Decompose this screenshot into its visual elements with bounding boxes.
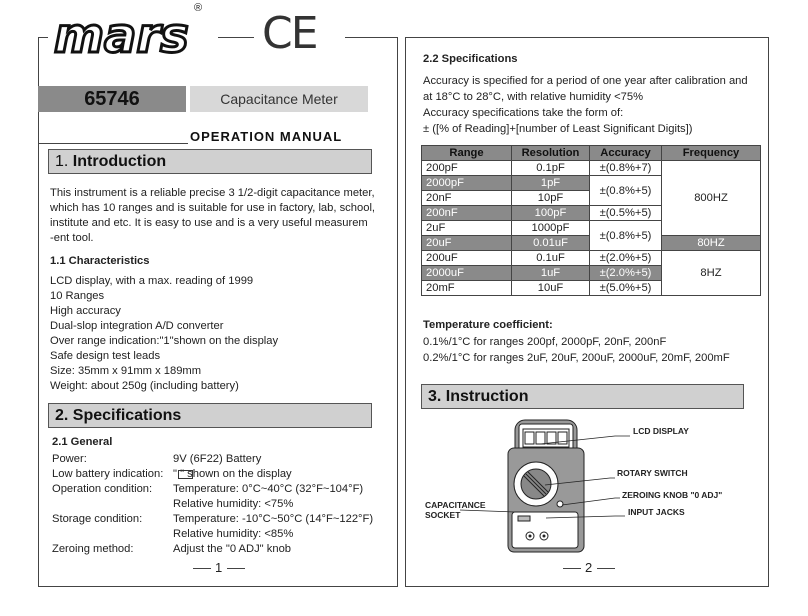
- col-accuracy: Accuracy: [590, 146, 662, 161]
- intro-paragraph: This instrument is a reliable precise 3 1/2-digit capacitance meter, which has 10 ranges and is suitable for use in factory, lab, school, institute and etc. It is easy to use and is a very useful measurem -ent tool.: [50, 187, 376, 244]
- list-item: Over range indication:"1"shown on the display: [50, 335, 279, 347]
- product-name: Capacitance Meter: [190, 86, 368, 112]
- general-heading: 2.1 General: [52, 436, 113, 448]
- table-row: 20mF 10uF ±(5.0%+5): [422, 281, 761, 296]
- left-frame-top-right: [345, 37, 397, 38]
- spec22-heading: 2.2 Specifications: [423, 53, 518, 65]
- section-specifications: 2. Specifications: [48, 403, 372, 428]
- left-frame-bottom: [38, 586, 398, 587]
- table-row: 200uF 0.1uF ±(2.0%+5) 8HZ: [422, 251, 761, 266]
- characteristics-list: [50, 274, 278, 394]
- table-row: 2uF 1000pF ±(0.8%+5): [422, 221, 761, 236]
- model-number: 65746: [38, 86, 186, 112]
- table-row: 20uF 0.01uF 80HZ: [422, 236, 761, 251]
- col-resolution: Resolution: [512, 146, 590, 161]
- table-row: 200nF 100pF ±(0.5%+5): [422, 206, 761, 221]
- spec22-text: Accuracy is specified for a period of one year after calibration and at 18°C to 28°C, with relative humidity <75% Accuracy specifications take the form of: ± ([% of Reading]+[number of Least Significant Digits]): [423, 75, 748, 135]
- svg-text:mars: mars: [54, 8, 189, 60]
- list-item: LCD display, with a max. reading of 1999: [50, 275, 254, 287]
- characteristics-heading: 1.1 Characteristics: [50, 255, 150, 267]
- list-item: Size: 35mm x 91mm x 189mm: [50, 365, 202, 377]
- table-row: 2000pF 1pF ±(0.8%+5): [422, 176, 761, 191]
- page1-dash-left: [193, 568, 211, 569]
- opman-rule: [38, 143, 188, 144]
- brand-logo: [52, 8, 204, 60]
- section-instruction: 3. Instruction: [421, 384, 744, 409]
- label-zeroing-knob: ZEROING KNOB "0 ADJ": [622, 490, 723, 500]
- page2-dash-right: [597, 568, 615, 569]
- temp-coeff-lines: 0.1%/1°C for ranges 200pf, 2000pF, 20nF, 200nF 0.2%/1°C for ranges 2uF, 20uF, 200uF, 2000uF, 20mF, 200mF: [423, 336, 730, 364]
- page-number: 2: [585, 560, 593, 575]
- page2-dash-left: [563, 568, 581, 569]
- col-range: Range: [422, 146, 512, 161]
- spec-table: [421, 145, 761, 296]
- label-input-jacks: INPUT JACKS: [628, 507, 685, 517]
- table-row: 2000uF 1uF ±(2.0%+5): [422, 266, 761, 281]
- label-lcd-display: LCD DISPLAY: [633, 426, 689, 436]
- label-capacitance-socket: CAPACITANCE SOCKET: [425, 500, 486, 520]
- temp-coeff-heading: Temperature coefficient:: [423, 319, 553, 331]
- section-introduction: 1. Introduction: [48, 149, 372, 174]
- page-number: 1: [215, 560, 223, 575]
- registered-mark: ®: [194, 2, 203, 14]
- table-row: 200pF 0.1pF ±(0.8%+7) 800HZ: [422, 161, 761, 176]
- col-frequency: Frequency: [662, 146, 761, 161]
- list-item: High accuracy: [50, 305, 121, 317]
- right-frame-right: [768, 37, 769, 587]
- left-frame-top: [38, 37, 48, 38]
- list-item: Safe design test leads: [50, 350, 161, 362]
- left-frame-left: [38, 37, 39, 587]
- left-frame-right: [397, 37, 398, 587]
- page1-dash-right: [227, 568, 245, 569]
- table-row: 20nF 10pF: [422, 191, 761, 206]
- right-frame-top: [405, 37, 769, 38]
- general-table: Power: 9V (6F22) Battery Low battery indication: " " shown on the display Operation condition: Temperature: 0°C~40°C (32°F~104°F) Relative humidity: <75% Storage condition: Temperature: -10°C~50°C (14°F~122°F) Relative humidity: <85% Zeroing method: Adjust the "0 ADJ" knob: [52, 453, 374, 555]
- list-item: 10 Ranges: [50, 290, 105, 302]
- label-rotary-switch: ROTARY SWITCH: [617, 468, 688, 478]
- operation-manual-title: OPERATION MANUAL: [190, 129, 343, 144]
- logo-dash: [218, 37, 254, 38]
- ce-mark: CE: [262, 8, 317, 59]
- list-item: Dual-slop integration A/D converter: [50, 320, 224, 332]
- list-item: Weight: about 250g (including battery): [50, 380, 239, 392]
- right-frame-bottom: [405, 586, 769, 587]
- battery-icon: [178, 470, 193, 479]
